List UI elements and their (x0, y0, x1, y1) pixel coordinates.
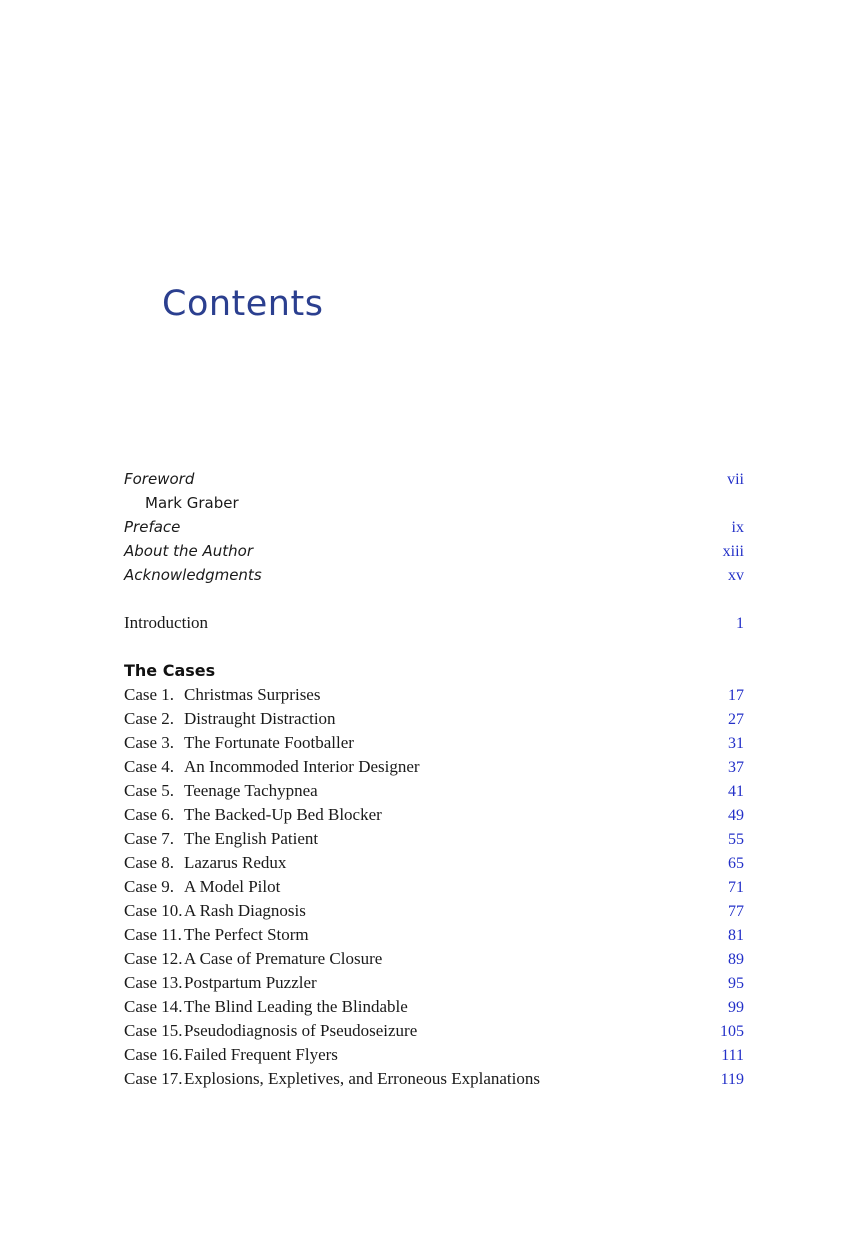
foreword-author: Mark Graber (145, 494, 239, 512)
case-title: Lazarus Redux (184, 853, 287, 872)
case-label (124, 875, 280, 899)
toc-entry-introduction[interactable] (124, 611, 744, 635)
case-title: The Backed-Up Bed Blocker (184, 805, 382, 824)
toc-page-link[interactable]: 99 (728, 999, 744, 1016)
case-label (124, 803, 382, 827)
toc-page-link[interactable]: 37 (728, 759, 744, 776)
case-number: Case 4. (124, 757, 175, 776)
toc-entry-preface[interactable] (124, 515, 744, 539)
toc-entry-case[interactable] (124, 1019, 744, 1043)
case-label (124, 1043, 338, 1067)
case-number: Case 10. (124, 901, 183, 920)
spacer (124, 635, 744, 659)
case-label (124, 899, 306, 923)
case-label (124, 923, 309, 947)
page-title: Contents (162, 284, 324, 324)
toc-entry-case[interactable] (124, 1067, 744, 1091)
toc-entry-label: About the Author (124, 542, 254, 560)
case-number: Case 8. (124, 853, 175, 872)
toc-entry-case[interactable] (124, 995, 744, 1019)
toc-entry-label: Acknowledgments (124, 566, 262, 584)
case-label (124, 851, 286, 875)
toc-entry-case[interactable] (124, 731, 744, 755)
case-title: Explosions, Expletives, and Erroneous Explanations (184, 1069, 540, 1088)
case-title: Christmas Surprises (184, 685, 321, 704)
case-number: Case 3. (124, 733, 175, 752)
section-heading-row (124, 659, 744, 683)
toc-entry-label: Preface (124, 518, 181, 536)
case-title: The English Patient (184, 829, 319, 848)
toc-entry-case[interactable] (124, 899, 744, 923)
toc-entry-foreword[interactable] (124, 467, 744, 491)
case-number: Case 5. (124, 781, 175, 800)
case-title: The Fortunate Footballer (184, 733, 354, 752)
case-title: The Blind Leading the Blindable (184, 997, 408, 1016)
case-title: A Case of Premature Closure (184, 949, 383, 968)
toc-entry-case[interactable] (124, 851, 744, 875)
case-title: Teenage Tachypnea (184, 781, 318, 800)
toc-page-link[interactable]: xv (728, 567, 744, 584)
toc-entry-case[interactable] (124, 947, 744, 971)
toc-entry-case[interactable] (124, 923, 744, 947)
toc-page-link[interactable]: 95 (728, 975, 744, 992)
case-number: Case 2. (124, 709, 175, 728)
case-title: Postpartum Puzzler (184, 973, 317, 992)
case-title: Pseudodiagnosis of Pseudoseizure (184, 1021, 418, 1040)
toc-page-link[interactable]: xiii (722, 543, 744, 560)
case-number: Case 14. (124, 997, 183, 1016)
section-heading: The Cases (124, 661, 216, 680)
case-label (124, 731, 354, 755)
toc-page-link[interactable]: 89 (728, 951, 744, 968)
case-label (124, 947, 382, 971)
toc-page-link[interactable]: 27 (728, 711, 744, 728)
toc-entry-label: Introduction (124, 613, 209, 632)
case-number: Case 7. (124, 829, 175, 848)
case-title: A Rash Diagnosis (184, 901, 306, 920)
toc-entry-label: Foreword (124, 470, 195, 488)
case-title: Failed Frequent Flyers (184, 1045, 338, 1064)
toc-entry-case[interactable] (124, 755, 744, 779)
case-title: An Incommoded Interior Designer (184, 757, 420, 776)
case-label (124, 707, 336, 731)
toc-page-link[interactable]: 81 (728, 927, 744, 944)
toc-entry-about-author[interactable] (124, 539, 744, 563)
case-number: Case 13. (124, 973, 183, 992)
case-number: Case 17. (124, 1069, 183, 1088)
case-label (124, 1067, 540, 1091)
toc-page-link[interactable]: 1 (736, 615, 744, 632)
case-title: A Model Pilot (184, 877, 281, 896)
case-label (124, 779, 318, 803)
toc-page-link[interactable]: ix (731, 519, 744, 536)
case-label (124, 683, 320, 707)
case-title: Distraught Distraction (184, 709, 336, 728)
toc-entry-case[interactable] (124, 779, 744, 803)
case-number: Case 6. (124, 805, 175, 824)
case-label (124, 971, 317, 995)
case-number: Case 9. (124, 877, 175, 896)
toc-page-link[interactable]: 77 (728, 903, 744, 920)
toc-entry-case[interactable] (124, 707, 744, 731)
case-number: Case 11. (124, 925, 182, 944)
toc-page-link[interactable]: 31 (728, 735, 744, 752)
toc-page-link[interactable]: 111 (721, 1047, 744, 1064)
spacer (124, 587, 744, 611)
case-number: Case 1. (124, 685, 175, 704)
toc-page-link[interactable]: 119 (720, 1071, 744, 1088)
toc-entry-case[interactable] (124, 875, 744, 899)
toc-page-link[interactable]: 55 (728, 831, 744, 848)
toc-page-link[interactable]: 65 (728, 855, 744, 872)
case-label (124, 995, 408, 1019)
case-label (124, 1019, 417, 1043)
case-label (124, 827, 318, 851)
toc-page-link[interactable]: 41 (728, 783, 744, 800)
table-of-contents (124, 467, 744, 1091)
toc-entry-case[interactable] (124, 803, 744, 827)
case-number: Case 12. (124, 949, 183, 968)
toc-entry-case[interactable] (124, 683, 744, 707)
cases-list (124, 683, 744, 1091)
toc-entry-case[interactable] (124, 971, 744, 995)
toc-page-link[interactable]: 71 (728, 879, 744, 896)
toc-page-link[interactable]: vii (727, 471, 744, 488)
toc-entry-case[interactable] (124, 1043, 744, 1067)
case-number: Case 15. (124, 1021, 183, 1040)
toc-entry-author (124, 491, 744, 515)
case-title: The Perfect Storm (184, 925, 309, 944)
toc-entry-acknowledgments[interactable] (124, 563, 744, 587)
case-number: Case 16. (124, 1045, 183, 1064)
toc-page-link[interactable]: 105 (720, 1023, 744, 1040)
toc-page-link[interactable]: 17 (728, 687, 744, 704)
case-label (124, 755, 420, 779)
toc-page-link[interactable]: 49 (728, 807, 744, 824)
toc-entry-case[interactable] (124, 827, 744, 851)
